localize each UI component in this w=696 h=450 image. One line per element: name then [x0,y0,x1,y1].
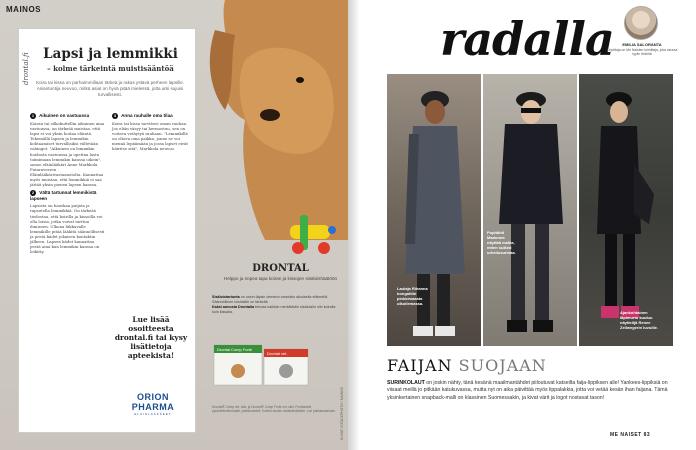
product-p2-bold: Kaksi annosta Drontalia [212,305,255,309]
card-website-tag: drontal.fi [22,52,30,85]
logo-main-text: ORION PHARMA [131,392,175,412]
product-p1: on usein täysin oireeton varsinkin aikuisella eläimellä. Säännöllinen loishäätö on tärkeää. [212,295,329,304]
page-gutter-shadow [348,0,360,450]
article-subtitle: – kolme tärkeintä muistisääntöä [47,64,174,73]
product-legal-caption: Drontal® Comp vet. tabl. ja Drontal® Comp Forte vet. tabl. Fenbantelli, pyranteliembonaatti, pratsikvanteli. Koirien suolen sisäloishäätöön. Lue pakkausseloste. [212,405,336,414]
article-column-1 [30,110,106,254]
section-number: 3 [113,113,117,118]
section-body: Koira tai kissa tarvitsee oman rauhan. Jos eläin väsyy tai hermostuu, sen on voitava vetäytyä rauhaan. "Lemmikillä on oltava oma paikka, jonne se voi mennä lepäämään ja jossa lapset eivät häiritse sitä", Markkola neuvoo. [112,121,188,152]
body-text: on joskin nähty, tänä kesänä maailmantähdet piiloutuvat katseilta faija-lippiksen alle! Yankees-lippiksiä on viisaat meillä jo pitkään katukuvassa, mutta nyt on aika päivittää myös lippalakkia, jotta voi vetää kesän ihan faijana. Tämä yksinkertainen snapback-malli on klassinen Suomessakin, ja kivat värit ja logot nostavat tason! [387,380,668,401]
pack-label-2: Drontal vet. [267,351,288,356]
section-heading [112,113,190,119]
author-name: EMILIA SALORANTA [622,42,662,47]
section-body: Koiran tai silkokuttellin aikuinen aina vastuussa, on tärkeää muistaa, että lapsi ei voi yksin hoitaa eläintä. Tekemällä lapsen ja lemmikin kohtaamiset turvallisiksi vältetään vahingot. "Aikuinen on lemmikin hoidosta vastuussa ja opettaa lasta toimimaan lemmikin kanssa oikein", sanoo eläinlääkäri Anne Markkola Putaraverren Eläinlääkärivastaanotolta. Kannattaa myös muistaa, että lemmikkiä ei saa jättää yksin pienen lapsen kanssa. [30,121,105,188]
section-heading-text: Aikuinen on vastuussa [39,113,90,118]
article-body [387,380,677,402]
section-heading [30,113,106,119]
author-avatar [624,6,658,40]
pack-label-1: Drontal Comp Forte [217,347,253,352]
author-role: Kirjoittaja on Me Naisten toimittaja, joka seuraa tyylin ilmiöitä [606,48,678,57]
photo-caption-1: Laulaja Rihanna bongattiin pinkkimaasta ulkoilemassa. [397,286,428,306]
product-packages-image [212,335,312,395]
photo-caption-3: Ajankohtainen läpimurto kuuluu näyttelijä Renee Zellwegerin luvuille. [620,310,659,330]
article-headline [387,356,547,375]
article-title: Lapsi ja lemmikki [43,46,178,62]
product-p2: tehoaa kaikkiin merkittäviin sisäloisiin niin koiralla kuin kissalla. [212,305,336,314]
gutter-credit-text: KUVAT: ISTOCKPHOTO / MAINOS [340,386,344,440]
article-intro: Koira tai kissa on parhaimmillaan tärkeä ja rakas ystävä perheen lapsille. Asiantuntija neuvoo, mitkä asiat on hyvä pitää mielessä, jotta arki sujuisi turvallisesti. [35,80,185,97]
body-lead: SURINKOLAUT [387,380,425,386]
page-footer: ME NAISET 83 [610,432,651,438]
product-p1-bold: Sisäloistartunta [212,295,240,299]
headline-part-2: SUOJAAN [458,356,547,375]
advert-label: MAINOS [6,5,41,14]
photo-caption-2: Popitähti Madonna näyttää mallia, miten suiked urheilusurmaa. [487,230,516,255]
section-heading-text: Vältä tartunnat lemmikistä lapseen [30,190,97,202]
person-figure-3 [579,74,673,346]
photo-madonna [483,74,577,346]
product-title: DRONTAL [252,263,309,274]
photo-renee [579,74,673,346]
section-title: radalla [440,12,614,66]
logo-sub-text: ELÄINLÄÄKKEET [134,412,172,416]
section-number: 1 [31,113,35,118]
orion-pharma-logo [124,392,182,416]
section-heading-text: Anna rauhalle oma tilaa [121,113,173,118]
toy-airplane-photo [280,200,340,260]
article-column-2 [112,110,190,152]
section-heading [30,190,106,201]
headline-part-1: FAIJAN [387,356,453,375]
section-body: Lapsista on hauskaa paijata ja rapsutella lemmikkiä. On tärkeää tiedostaa, että koirilla ja kissoilla voi olla loisia, jotka voivat tarttua ihmiseen. Ulkona liikkuvalle lemmikille pitää lääkitä säännöllisesti ja pestä kädet jokaisen kontaktin jälkeen. Lapsen kädet kannattaa pestä aina kun lemmikin kanssa on leikitty. [30,203,105,255]
section-number: 2 [31,190,35,196]
promo-callout: Lue lisää osoitteesta drontal.fi tai kysy lisätietoja apteekista! [114,315,188,360]
product-description [212,295,340,315]
product-subtitle: Helppo ja nopea tapa koiran ja kissojen sisäloishäätöön [223,276,338,281]
person-figure-2 [483,74,577,346]
